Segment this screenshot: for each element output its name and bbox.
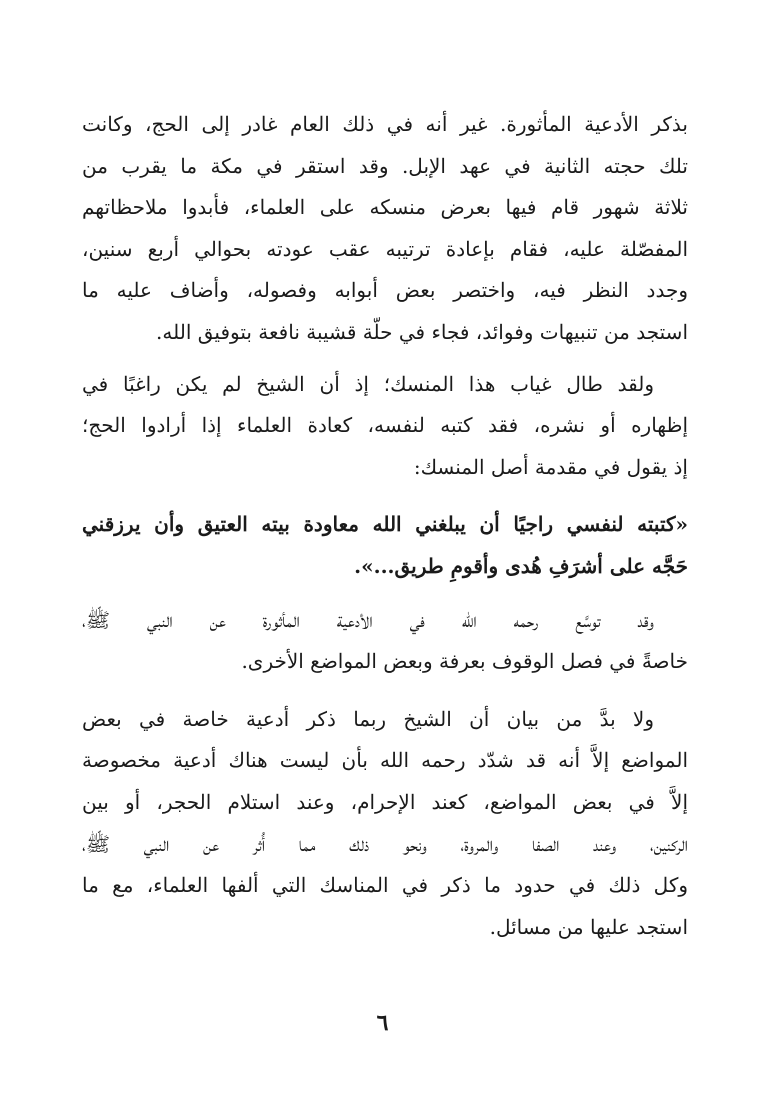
- text-line: إظهاره أو نشره، فقد كتبه لنفسه، كعادة العلماء إذا أرادوا الحج؛: [82, 413, 688, 438]
- text-line: ولقد طال غياب هذا المنسك؛ إذ أن الشيخ لم يكن راغبًا في: [82, 371, 654, 396]
- text-line: وجدد النظر فيه، واختصر بعض أبوابه وفصوله، وأضاف عليه ما: [82, 278, 688, 303]
- page-body: [82, 104, 688, 948]
- text-line: استجد من تنبيهات وفوائد، فجاء في حلّة قشيبة نافعة بتوفيق الله.: [156, 319, 688, 344]
- paragraph-5: [82, 699, 688, 949]
- text-line: وقد توسَّع رحمه الله في الأدعية المأثورة عن النبي ﷺ،: [82, 607, 654, 632]
- text-line: إذ يقول في مقدمة أصل المنسك:: [413, 454, 688, 479]
- text-line: ثلاثة شهور قام فيها بعرض منسكه على العلماء، فأبدوا ملاحظاتهم: [82, 195, 688, 220]
- paragraph-1: [82, 104, 688, 354]
- page-number: ٦: [376, 1010, 389, 1036]
- text-line: تلك حجته الثانية في عهد الإبل. وقد استقر في مكة ما يقرب من: [82, 153, 688, 178]
- text-line: «كتبته لنفسي راجيًا أن يبلغني الله معاودة بيته العتيق وأن يرزقني: [82, 512, 688, 537]
- text-line: استجد عليها من مسائل.: [489, 914, 688, 939]
- quotation: [82, 504, 688, 587]
- text-line: حَجَّه على أشرَفِ هُدى وأقومِ طريق...».: [354, 553, 688, 578]
- text-line: المفصّلة عليه، فقام بإعادة ترتيبه عقب عودته بحوالي أربع سنين،: [82, 236, 688, 261]
- text-line: بذكر الأدعية المأثورة. غير أنه في ذلك العام غادر إلى الحج، وكانت: [82, 112, 688, 136]
- text-line: وكل ذلك في حدود ما ذكر في المناسك التي ألفها العلماء، مع ما: [82, 873, 688, 898]
- text-line: الركنين، وعند الصفا والمروة، ونحو ذلك مما أُثر عن النبي ﷺ،: [82, 831, 688, 856]
- text-line: خاصةً في فصل الوقوف بعرفة وبعض المواضع الأخرى.: [241, 649, 688, 674]
- text-line: المواضع إلاَّ أنه قد شدّد رحمه الله بأن ليست هناك أدعية مخصوصة: [82, 748, 688, 773]
- paragraph-2: [82, 364, 688, 489]
- text-line: ولا بدَّ من بيان أن الشيخ ربما ذكر أدعية خاصة في بعض: [82, 706, 654, 731]
- text-line: إلاَّ في بعض المواضع، كعند الإحرام، وعند استلام الحجر، أو بين: [82, 789, 688, 814]
- paragraph-4: [82, 600, 688, 683]
